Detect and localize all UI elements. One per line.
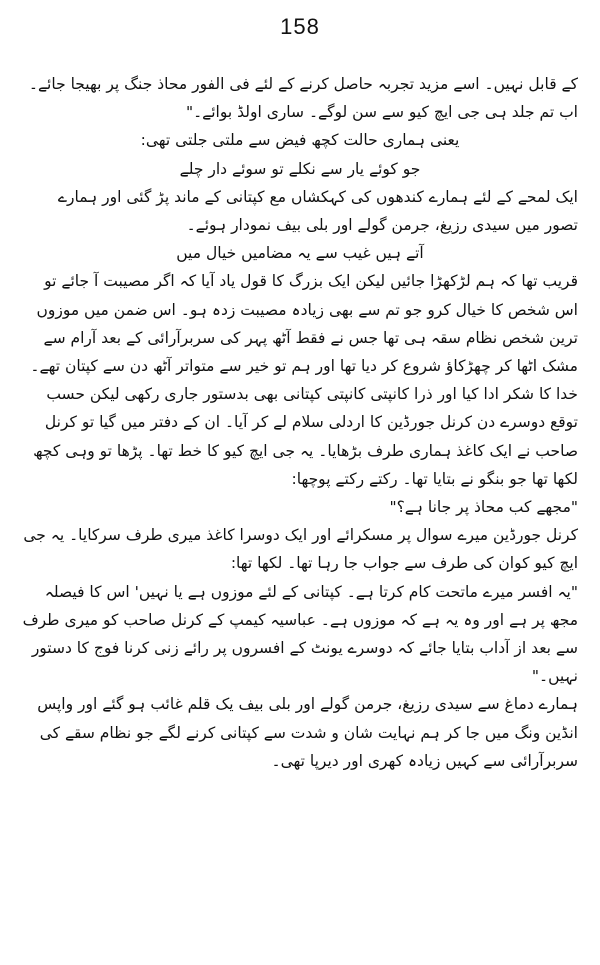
poetry-line-2: آتے ہیں غیب سے یہ مضامیں خیال میں (176, 244, 424, 263)
quote-question: "مجھے کب محاذ پر جانا ہے؟" (389, 498, 578, 517)
quote-letter: "یہ افسر میرے ماتحت کام کرتا ہے۔ کپتانی کے لئے موزوں ہے یا نہیں' اس کا فیصلہ مجھ پر ہے اور وہ یہ ہے کہ موزوں ہے۔ عباسیہ کیمپ کے کرنل صاحب کو میری طرف سے بعد از آداب بتایا جائے کہ دوسرے یونٹ کے افسروں پر رائے زنی کرنا فوج کا دستور نہیں۔" (22, 582, 578, 686)
paragraph-5: کرنل جورڈین میرے سوال پر مسکرائے اور ایک دوسرا کاغذ میری طرف سرکایا۔ یہ جی ایچ کیو کوان کی طرف سے جواب جا رہا تھا۔ لکھا تھا: (23, 526, 578, 573)
paragraph-3: ایک لمحے کے لئے ہمارے کندھوں کی کہکشاں مع کپتانی کے ماند پڑ گئی اور ہمارے تصور میں سیدی رزیغ، جرمن گولے اور بلی بیف نمودار ہوئے۔ (57, 187, 578, 235)
page-number: 158 (280, 14, 320, 39)
paragraph-2-intro: یعنی ہماری حالت کچھ فیض سے ملتی جلتی تھی: (140, 131, 460, 150)
paragraph-4: قریب تھا کہ ہم لڑکھڑا جائیں لیکن ایک بزرگ کا قول یاد آیا کہ اگر مصیبت آ جائے تو اس شخص کا خیال کرو جو تم سے بھی زیادہ مصیبت زدہ ہو۔ اس ضمن میں موزوں ترین شخص نظام سقہ ہی تھا جس نے فقط آٹھ پہر کی سربرآرائی کے بعد آرام سے مشک اٹھا کر چھڑکاؤ شروع کر دیا تھا اور ہم تو خیر سے متواتر آٹھ دن سے کپتان تھے۔ خدا کا شکر ادا کیا اور ذرا کانپتی کانپتی کپتانی بھی بدستور جاری رکھی لیکن حسب توقع دوسرے دن کرنل جورڈین کا اردلی سلام لے کر آیا۔ ان کے دفتر میں گیا تو کرنل صاحب نے ایک کاغذ ہماری طرف بڑھایا۔ یہ جی ایچ کیو کا خط تھا۔ پڑھا تو وہی کچھ لکھا تھا جو بنگو نے بتایا تھا۔ رکتے رکتے پوچھا: (30, 272, 578, 488)
paragraph-1: کے قابل نہیں۔ اسے مزید تجربہ حاصل کرنے کے لئے فی الفور محاذ جنگ پر بھیجا جائے۔ اب تم جلد ہی جی ایچ کیو سے سن لوگے۔ ساری اولڈ بوائے۔" (28, 75, 578, 122)
poetry-line-1: جو کوئے یار سے نکلے تو سوئے دار چلے (179, 159, 421, 178)
page-body (22, 70, 578, 775)
paragraph-6: ہمارے دماغ سے سیدی رزیغ، جرمن گولے اور بلی بیف یک قلم غائب ہو گئے اور واپس انڈین ونگ میں جا کر ہم نہایت شان و شدت سے کپتانی کرنے لگے جو نظام سقے کی سربرآرائی سے کہیں زیادہ کھری اور دیرپا تھی۔ (37, 695, 578, 770)
